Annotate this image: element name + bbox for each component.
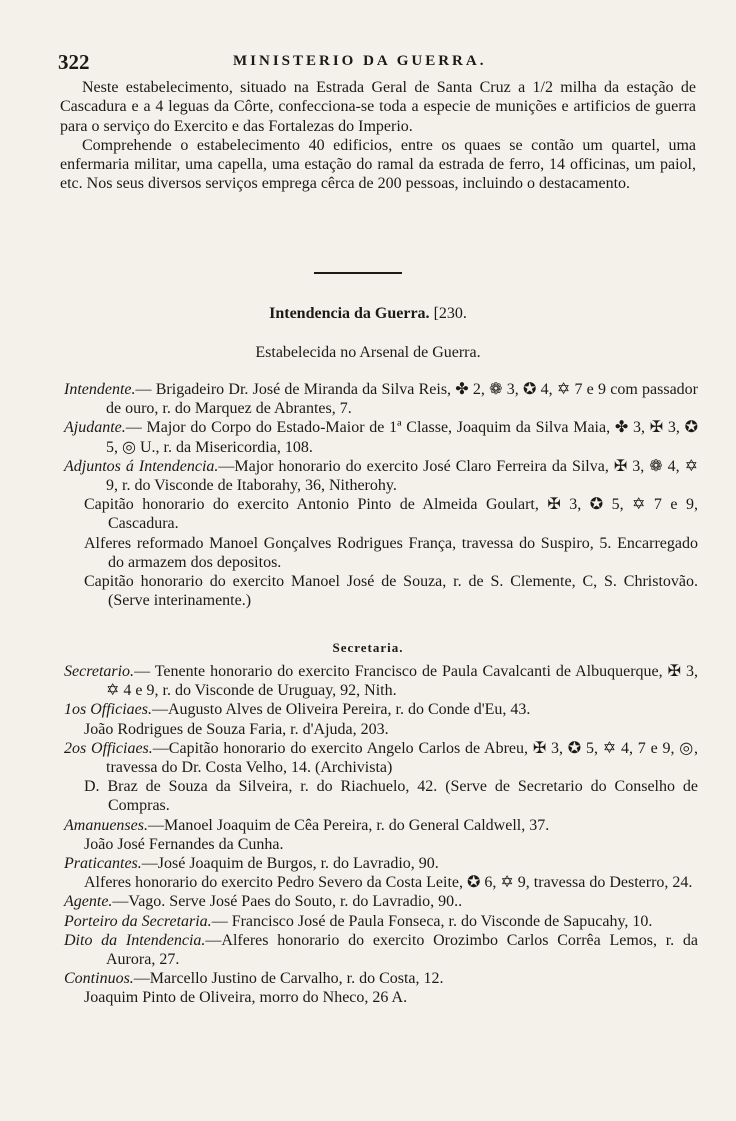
entry-role: Praticantes. (64, 855, 142, 873)
list-item (64, 931, 698, 969)
entry-text: Joaquim Pinto de Oliveira, morro do Nheco, 26 A. (84, 989, 408, 1007)
section-title (0, 305, 736, 323)
entry-role: Ajudante. (64, 419, 126, 437)
entry-role: Amanuenses. (64, 816, 148, 834)
entry-role: Dito da Intendencia. (64, 931, 206, 949)
intro-paragraph: Neste estabelecimento, situado na Estrada Geral de Santa Cruz a 1/2 milha da estação de Cascadura e a 4 leguas da Côrte, confecciona-se toda a especie de munições e artificios de guerra para o serviço do Exercito e das Fortalezas do Imperio. (60, 79, 696, 135)
list-item (64, 720, 698, 739)
entry-role: 1os Officiaes. (64, 701, 152, 719)
entry-text: D. Braz de Souza da Silveira, r. do Riachuelo, 42. (Serve de Secretario do Conselho de Compras. (84, 778, 698, 815)
entry-text: — Major do Corpo do Estado-Maior de 1ª Classe, Joaquim da Silva Maia, ✤ 3, ✠ 3, ✪ 5, ◎ U., r. da Misericordia, 108. (106, 419, 698, 456)
section-ref: [230. (433, 305, 467, 322)
list-item (64, 739, 698, 777)
entry-text: Alferes honorario do exercito Pedro Severo da Costa Leite, ✪ 6, ✡ 9, travessa do Desterro, 24. (84, 874, 693, 892)
intro-text (60, 78, 696, 194)
entry-text: —José Joaquim de Burgos, r. do Lavradio, 90. (141, 855, 439, 873)
entry-text: —Manoel Joaquim de Cêa Pereira, r. do General Caldwell, 37. (147, 816, 550, 834)
entry-text: Capitão honorario do exercito Antonio Pinto de Almeida Goulart, ✠ 3, ✪ 5, ✡ 7 e 9, Cascadura. (84, 496, 698, 533)
intendencia-list (64, 380, 698, 610)
entry-role: Secretario. (64, 663, 135, 680)
entry-text: —Vago. Serve José Paes do Souto, r. do Lavradio, 90.. (112, 893, 463, 911)
entry-text: —Major honorario do exercito José Claro Ferreira da Silva, ✠ 3, ❁ 4, ✡ 9, r. do Visconde de Itaborahy, 36, Nitherohy. (106, 457, 698, 495)
list-item (64, 380, 698, 418)
entry-text: Capitão honorario do exercito Manoel José de Souza, r. de S. Clemente, C, S. Christovão. (Serve interinamente.) (84, 573, 698, 610)
secretaria-list (64, 662, 698, 1008)
list-item (64, 777, 698, 815)
list-item (64, 662, 698, 700)
secretaria-heading: Secretaria. (332, 640, 404, 655)
page-number: 322 (58, 50, 90, 74)
entry-text: — Francisco José de Paula Fonseca, r. do Visconde de Sapucahy, 10. (211, 912, 653, 930)
entry-role: Agente. (64, 893, 113, 911)
intro-paragraph: Comprehende o estabelecimento 40 edificios, entre os quaes se contão um quartel, uma enfermaria militar, uma capella, uma estação do ramal da estrada de ferro, 14 officinas, um paiol, etc. Nos seus diversos serviços emprega cêrca de 200 pessoas, incluindo o destacamento. (60, 136, 696, 193)
list-item (64, 854, 698, 873)
section-divider (314, 272, 402, 274)
section-subtitle: Estabelecida no Arsenal de Guerra. (255, 344, 481, 361)
entry-text: João Rodrigues de Souza Faria, r. d'Ajuda, 203. (84, 720, 389, 738)
entry-role: Porteiro da Secretaria. (64, 912, 212, 930)
list-item (64, 495, 698, 533)
list-item (64, 816, 698, 835)
entry-role: Adjuntos á Intendencia. (64, 457, 219, 475)
list-item (64, 873, 698, 892)
list-item (64, 457, 698, 495)
running-title: MINISTERIO DA GUERRA. (233, 53, 487, 69)
list-item (64, 418, 698, 456)
list-item (64, 969, 698, 988)
list-item (64, 912, 698, 931)
entry-role: 2os Officiaes. (64, 739, 153, 757)
entry-text: João José Fernandes da Cunha. (84, 835, 284, 853)
list-item (64, 572, 698, 610)
entry-role: Intendente. (64, 381, 136, 398)
list-item (64, 988, 698, 1007)
entry-text: —Augusto Alves de Oliveira Pereira, r. do Conde d'Eu, 43. (152, 701, 531, 719)
entry-text: — Brigadeiro Dr. José de Miranda da Silva Reis, ✤ 2, ❁ 3, ✪ 4, ✡ 7 e 9 com passador de ouro, r. do Marquez de Abrantes, 7. (106, 381, 698, 418)
page-header (58, 50, 696, 74)
list-item (64, 892, 698, 911)
section-title-text: Intendencia da Guerra. (269, 305, 430, 322)
entry-text: —Capitão honorario do exercito Angelo Carlos de Abreu, ✠ 3, ✪ 5, ✡ 4, 7 e 9, ◎, travessa do Dr. Costa Velho, 14. (Archivista) (106, 739, 699, 777)
entry-text: —Marcello Justino de Carvalho, r. do Costa, 12. (133, 970, 444, 988)
list-item (64, 835, 698, 854)
list-item (64, 534, 698, 572)
list-item (64, 700, 698, 719)
entry-text: —Alferes honorario do exercito Orozimbo Carlos Corrêa Lemos, r. da Aurora, 27. (106, 931, 699, 969)
entry-text: — Tenente honorario do exercito Francisco de Paula Cavalcanti de Albuquerque, ✠ 3, ✡ 4 e 9, r. do Visconde de Uruguay, 92, Nith. (106, 663, 698, 700)
entry-role: Continuos. (64, 970, 134, 988)
entry-text: Alferes reformado Manoel Gonçalves Rodrigues França, travessa do Suspiro, 5. Encarregado do armazem dos depositos. (84, 534, 698, 571)
